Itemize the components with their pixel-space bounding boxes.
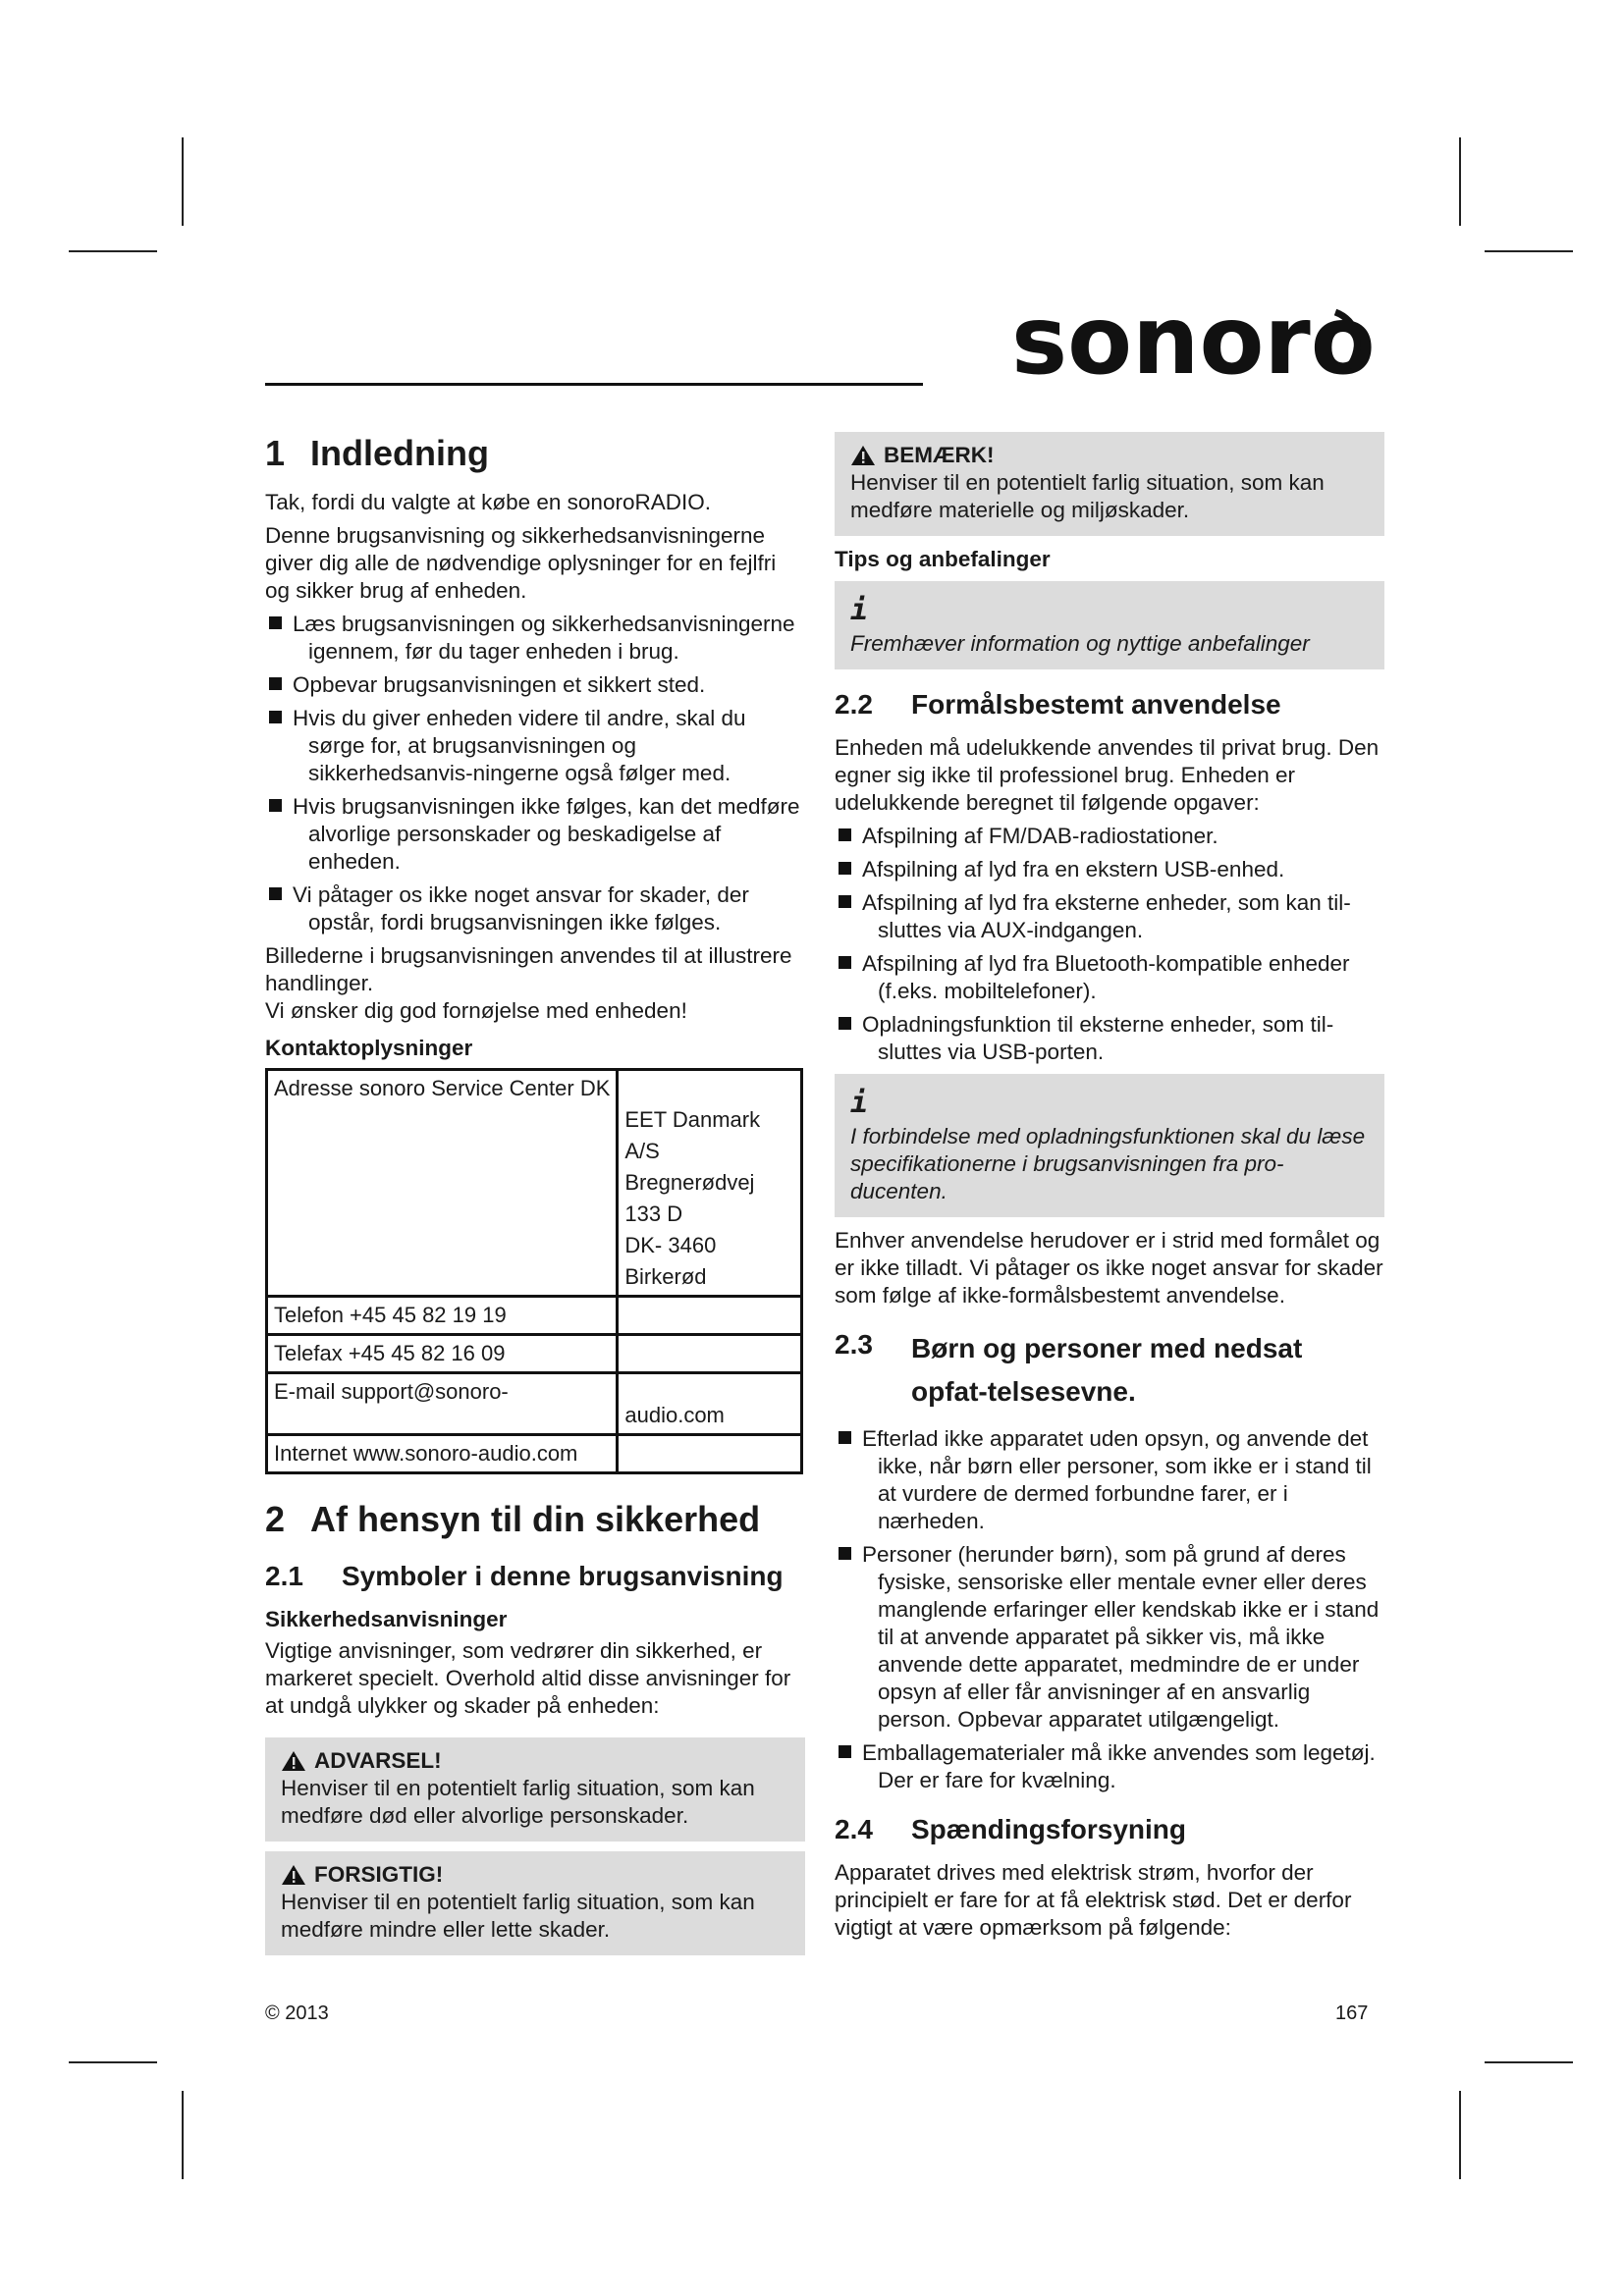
bullet-list [835, 823, 1384, 1066]
table-cell: EET Danmark A/S Bregnerødvej 133 D DK- 3460 Birkerød [618, 1070, 802, 1297]
table-row [267, 1297, 802, 1335]
bullet-square-icon [839, 828, 851, 841]
crop-mark [1485, 2061, 1573, 2063]
caution-title: FORSIGTIG! [314, 1862, 444, 1887]
info-icon: i [850, 1086, 869, 1120]
table-cell [618, 1297, 802, 1335]
list-item: Afspilning af FM/DAB-radiostationer. [835, 823, 1384, 850]
info-box [835, 581, 1384, 669]
paragraph: Enhver anvendelse herudover er i strid med formålet og er ikke tilladt. Vi påtager os ikke noget ansvar for skader som følge af ikke-formålsbestemt anvendelse. [835, 1228, 1383, 1308]
section-2-1-heading: 2.1 Symboler i denne brugsanvisning [265, 1561, 784, 1591]
crop-mark [69, 250, 157, 252]
warning-title: ADVARSEL! [314, 1748, 442, 1773]
paragraph: Denne brugsanvisning og sikkerhedsanvisningerne giver dig alle de nødvendige oplysninger for en fejlfri og sikker brug af enheden. [265, 523, 777, 603]
caution-box [265, 1851, 805, 1955]
list-item: Afspilning af lyd fra Bluetooth-kompatible enheder (f.eks. mobiltelefoner). [835, 950, 1384, 1005]
table-row [267, 1335, 802, 1373]
contact-table [265, 1068, 803, 1474]
paragraph: Enheden må udelukkende anvendes til privat brug. Den egner sig ikke til professionel brug. Enheden er udelukkende beregnet til følgende opgaver: [835, 735, 1380, 815]
bullet-square-icon [839, 1017, 851, 1030]
table-cell: Telefax +45 45 82 16 09 [267, 1335, 618, 1373]
warning-triangle-icon [281, 1750, 306, 1772]
bullet-list [835, 1425, 1384, 1794]
list-item: Vi påtager os ikke noget ansvar for skader, der opstår, fordi brugsanvisningen ikke følges. [265, 881, 805, 936]
list-item: Emballagematerialer må ikke anvendes som legetøj. Der er fare for kvælning. [835, 1739, 1384, 1794]
bullet-list [265, 611, 805, 936]
list-item: Afspilning af lyd fra en ekstern USB-enhed. [835, 856, 1384, 883]
warning-triangle-icon [281, 1864, 306, 1886]
contact-heading: Kontaktoplysninger [265, 1036, 473, 1060]
crop-mark [182, 2091, 184, 2179]
caution-text: Henviser til en potentielt farlig situation, som kan medføre mindre eller lette skader. [281, 1890, 755, 1942]
sonoro-logo [1011, 294, 1375, 393]
bullet-square-icon [269, 711, 282, 723]
section-2-2-heading: 2.2 Formålsbestemt anvendelse [835, 689, 1281, 720]
tips-heading: Tips og anbefalinger [835, 547, 1051, 571]
warning-triangle-icon [850, 445, 876, 466]
bullet-square-icon [839, 862, 851, 875]
table-cell: Adresse sonoro Service Center DK [267, 1070, 618, 1297]
section-2-heading: 2 Af hensyn til din sikkerhed [265, 1499, 761, 1539]
crop-mark [69, 2061, 157, 2063]
table-cell: Telefon +45 45 82 19 19 [267, 1297, 618, 1335]
note-box [835, 432, 1384, 536]
bullet-square-icon [839, 1547, 851, 1560]
warning-text: Henviser til en potentielt farlig situation, som kan medføre død eller alvorlige personskader. [281, 1776, 755, 1828]
copyright: © 2013 [265, 2002, 329, 2024]
paragraph: Apparatet drives med elektrisk strøm, hvorfor der principielt er fare for at få elektrisk stød. Det er derfor vigtigt at være opmærksom på følgende: [835, 1860, 1352, 1940]
logo-text: sonoro [1011, 294, 1375, 393]
list-item: Hvis brugsanvisningen ikke følges, kan det medføre alvorlige personskader og beskadigelse af enheden. [265, 793, 805, 876]
crop-mark [1459, 2091, 1461, 2179]
right-column [835, 432, 1384, 1948]
safety-heading: Sikkerhedsanvisninger [265, 1607, 508, 1631]
section-1-heading: 1 Indledning [265, 433, 489, 473]
list-item: Personer (herunder børn), som på grund af deres fysiske, sensoriske eller mentale evner eller deres manglende erfaringer eller kendskab ikke er i stand til at anvende apparatet på sikker vis, må ikke anvende dette apparatet, medmindre de er under opsyn af eller får anvisninger af en ansvarlig person. Opbevar apparatet utilgængeligt. [835, 1541, 1384, 1734]
crop-mark [1459, 137, 1461, 226]
list-item: Efterlad ikke apparatet uden opsyn, og anvende det ikke, når børn eller personer, som ikke er i stand til at vurdere de dermed forbundne farer, er i nærheden. [835, 1425, 1384, 1535]
section-2-3-heading: 2.3 Børn og personer med nedsat opfat-telsesevne. [835, 1329, 1303, 1407]
bullet-square-icon [269, 887, 282, 900]
bullet-square-icon [269, 799, 282, 812]
info-text: I forbindelse med opladningsfunktionen skal du læse specifikationerne i brugsanvisningen fra pro-ducenten. [850, 1124, 1366, 1203]
left-column [265, 432, 805, 1965]
bullet-square-icon [839, 1745, 851, 1758]
list-item: Hvis du giver enheden videre til andre, skal du sørge for, at brugsanvisningen og sikkerhedsanvis-ningerne også følger med. [265, 705, 805, 787]
table-cell [618, 1435, 802, 1473]
table-cell: Internet www.sonoro-audio.com [267, 1435, 618, 1473]
info-icon: i [850, 593, 869, 627]
note-text: Henviser til en potentielt farlig situation, som kan medføre materielle og miljøskader. [850, 470, 1325, 522]
note-title: BEMÆRK! [884, 443, 995, 467]
header-rule [265, 383, 923, 386]
table-cell [618, 1335, 802, 1373]
list-item: Læs brugsanvisningen og sikkerhedsanvisningerne igennem, før du tager enheden i brug. [265, 611, 805, 666]
table-cell: audio.com [618, 1373, 802, 1435]
table-row [267, 1070, 802, 1297]
table-cell: E-mail support@sonoro- [267, 1373, 618, 1435]
bullet-square-icon [839, 956, 851, 969]
list-item: Afspilning af lyd fra eksterne enheder, som kan til-sluttes via AUX-indgangen. [835, 889, 1384, 944]
paragraph: Vigtige anvisninger, som vedrører din sikkerhed, er markeret specielt. Overhold altid disse anvisninger for at undgå ulykker og skader på enheden: [265, 1638, 791, 1718]
paragraph: Billederne i brugsanvisningen anvendes til at illustrere handlinger. [265, 943, 792, 995]
info-text: Fremhæver information og nyttige anbefalinger [850, 631, 1310, 656]
info-box [835, 1074, 1384, 1217]
crop-mark [182, 137, 184, 226]
bullet-square-icon [269, 677, 282, 690]
warning-box [265, 1737, 805, 1842]
bullet-square-icon [839, 895, 851, 908]
table-row [267, 1373, 802, 1435]
paragraph: Vi ønsker dig god fornøjelse med enheden! [265, 998, 687, 1023]
list-item: Opbevar brugsanvisningen et sikkert sted. [265, 671, 805, 699]
paragraph: Tak, fordi du valgte at købe en sonoroRADIO. [265, 490, 711, 514]
crop-mark [1485, 250, 1573, 252]
list-item: Opladningsfunktion til eksterne enheder, som til-sluttes via USB-porten. [835, 1011, 1384, 1066]
table-row [267, 1435, 802, 1473]
bullet-square-icon [269, 616, 282, 629]
section-2-4-heading: 2.4 Spændingsforsyning [835, 1814, 1186, 1844]
page-number: 167 [1335, 2002, 1369, 2024]
bullet-square-icon [839, 1431, 851, 1444]
